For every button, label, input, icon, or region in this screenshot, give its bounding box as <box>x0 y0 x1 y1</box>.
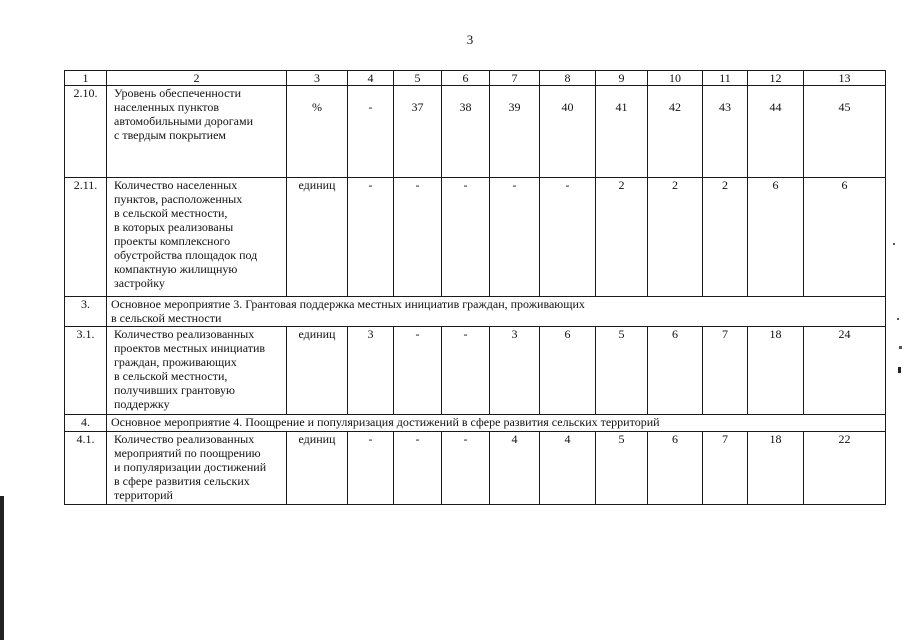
name-line: пунктов, расположенных <box>114 192 243 206</box>
indicator-name <box>107 432 287 505</box>
value-cell: 5 <box>596 432 648 505</box>
value-cell: 2 <box>703 178 748 297</box>
value-cell: 6 <box>748 178 804 297</box>
header-cell: 2 <box>107 71 287 86</box>
name-line: с твердым покрытием <box>114 128 226 142</box>
value-cell: 41 <box>596 86 648 178</box>
header-cell: 7 <box>490 71 540 86</box>
value-cell: 7 <box>703 432 748 505</box>
name-line: получивших грантовую <box>114 383 236 397</box>
scan-speck <box>893 243 895 245</box>
table-row <box>65 178 886 297</box>
header-cell: 11 <box>703 71 748 86</box>
value-cell: 6 <box>648 432 703 505</box>
value-cell: 42 <box>648 86 703 178</box>
name-line: Количество реализованных <box>114 432 255 446</box>
name-line: обустройства площадок под <box>114 248 258 262</box>
value-cell: 7 <box>703 327 748 415</box>
name-line: проектов местных инициатив <box>114 341 266 355</box>
value-cell: 24 <box>804 327 886 415</box>
value-cell: 18 <box>748 432 804 505</box>
header-cell: 6 <box>442 71 490 86</box>
indicators-table <box>64 70 886 505</box>
value-cell: 2 <box>596 178 648 297</box>
value-cell: 6 <box>540 327 596 415</box>
name-line: Уровень обеспеченности <box>114 86 242 100</box>
table-row <box>65 327 886 415</box>
name-line: в сельской местности, <box>114 369 228 383</box>
unit-cell: единиц <box>287 432 348 505</box>
value-cell: 5 <box>596 327 648 415</box>
name-line: проекты комплексного <box>114 234 231 248</box>
header-cell: 1 <box>65 71 107 86</box>
row-number: 4.1. <box>65 432 107 505</box>
value-cell: - <box>348 432 394 505</box>
name-line: Количество реализованных <box>114 327 255 341</box>
name-line: застройку <box>114 276 165 290</box>
header-cell: 5 <box>394 71 442 86</box>
value-cell: 22 <box>804 432 886 505</box>
scan-speck <box>899 346 902 349</box>
name-line: поддержку <box>114 397 170 411</box>
section-number: 3. <box>65 297 107 327</box>
value-cell: - <box>348 178 394 297</box>
section-title <box>107 297 886 327</box>
unit-cell: единиц <box>287 178 348 297</box>
header-cell: 13 <box>804 71 886 86</box>
row-number: 2.10. <box>65 86 107 178</box>
header-cell: 9 <box>596 71 648 86</box>
name-line: граждан, проживающих <box>114 355 237 369</box>
value-cell: 40 <box>540 86 596 178</box>
value-cell: 3 <box>490 327 540 415</box>
value-cell: 43 <box>703 86 748 178</box>
header-cell: 3 <box>287 71 348 86</box>
value-cell: - <box>394 432 442 505</box>
value-cell: - <box>442 432 490 505</box>
value-cell: 45 <box>804 86 886 178</box>
value-cell: - <box>540 178 596 297</box>
name-line: и популяризации достижений <box>114 460 267 474</box>
header-cell: 10 <box>648 71 703 86</box>
value-cell: 4 <box>540 432 596 505</box>
indicator-name <box>107 86 287 178</box>
column-number-header-row <box>65 71 886 86</box>
section-title-line: Основное мероприятие 3. Грантовая поддержка местных инициатив граждан, проживающих <box>111 297 585 311</box>
unit-cell: % <box>287 86 348 178</box>
indicator-name <box>107 327 287 415</box>
table-row <box>65 432 886 505</box>
value-cell: 44 <box>748 86 804 178</box>
row-number: 2.11. <box>65 178 107 297</box>
scan-edge-shadow <box>0 496 4 640</box>
name-line: населенных пунктов <box>114 100 220 114</box>
page-number: 3 <box>466 32 474 47</box>
name-line: в сфере развития сельских <box>114 474 250 488</box>
value-cell: 2 <box>648 178 703 297</box>
value-cell: 37 <box>394 86 442 178</box>
name-line: мероприятий по поощрению <box>114 446 261 460</box>
value-cell: - <box>394 327 442 415</box>
section-title-line: Основное мероприятие 4. Поощрение и популяризация достижений в сфере развития сельских территорий <box>111 415 660 429</box>
section-title-line: в сельской местности <box>111 311 222 325</box>
value-cell: - <box>490 178 540 297</box>
section-title <box>107 415 886 432</box>
value-cell: - <box>348 86 394 178</box>
value-cell: - <box>442 178 490 297</box>
unit-cell: единиц <box>287 327 348 415</box>
value-cell: 6 <box>648 327 703 415</box>
table-row <box>65 86 886 178</box>
name-line: Количество населенных <box>114 178 238 192</box>
name-line: в которых реализованы <box>114 220 234 234</box>
name-line: в сельской местности, <box>114 206 228 220</box>
value-cell: 4 <box>490 432 540 505</box>
name-line: автомобильными дорогами <box>114 114 254 128</box>
value-cell: 39 <box>490 86 540 178</box>
scan-speck <box>897 318 899 320</box>
indicator-name <box>107 178 287 297</box>
value-cell: 18 <box>748 327 804 415</box>
header-cell: 4 <box>348 71 394 86</box>
value-cell: 3 <box>348 327 394 415</box>
value-cell: - <box>442 327 490 415</box>
value-cell: - <box>394 178 442 297</box>
header-cell: 12 <box>748 71 804 86</box>
section-row <box>65 415 886 432</box>
section-row <box>65 297 886 327</box>
name-line: территорий <box>114 488 173 502</box>
value-cell: 6 <box>804 178 886 297</box>
name-line: компактную жилищную <box>114 262 238 276</box>
header-cell: 8 <box>540 71 596 86</box>
value-cell: 38 <box>442 86 490 178</box>
section-number: 4. <box>65 415 107 432</box>
scan-speck <box>898 367 901 373</box>
row-number: 3.1. <box>65 327 107 415</box>
